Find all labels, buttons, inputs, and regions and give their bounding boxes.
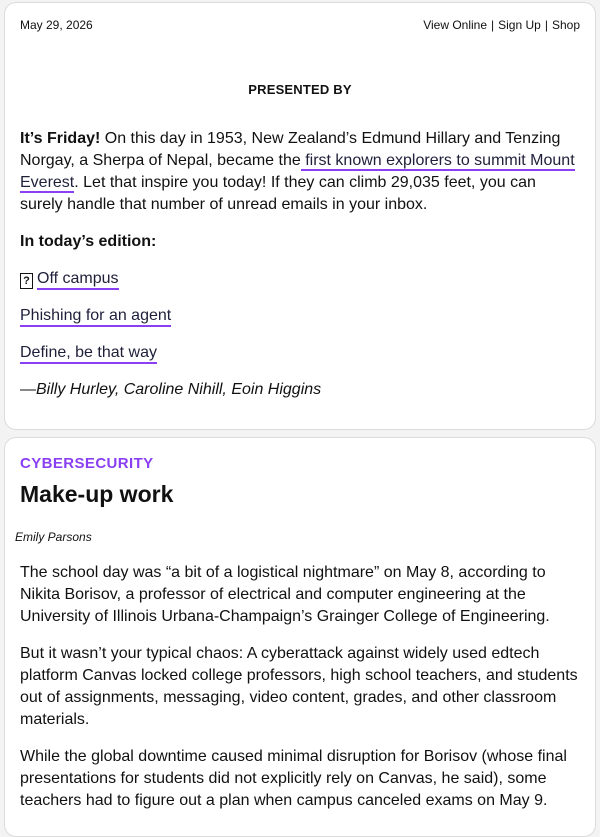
- link-separator: |: [544, 18, 548, 32]
- issue-date: May 29, 2026: [20, 18, 93, 32]
- question-mark-icon: ?: [20, 273, 33, 289]
- toc-item-off-campus: [20, 268, 119, 290]
- intro-text-end: . Let that inspire you today! If they can climb 29,035 feet, you can surely handle that number of unread emails in your inbox.: [20, 174, 536, 213]
- authors-line: —Billy Hurley, Caroline Nihill, Eoin Higgins: [20, 381, 322, 398]
- article-card: [4, 437, 596, 837]
- toc-link-phishing[interactable]: Phishing for an agent: [20, 307, 171, 327]
- article-headline: Make-up work: [20, 481, 174, 507]
- top-bar: [20, 18, 580, 32]
- intro-card: [4, 2, 596, 430]
- shop-link[interactable]: Shop: [551, 18, 580, 32]
- toc-item-phishing: [20, 305, 171, 327]
- article-paragraph: But it wasn’t your typical chaos: A cyberattack against widely used edtech platform Canvas locked college professors, high school teachers, and students out of assignments, messaging, video content, grades, and other classroom materials.: [20, 645, 578, 728]
- header-links: [423, 18, 580, 32]
- edition-title: In today’s edition:: [20, 233, 157, 250]
- toc-link-off-campus[interactable]: Off campus: [37, 270, 119, 290]
- toc-item-define: [20, 342, 157, 364]
- sign-up-link[interactable]: Sign Up: [498, 18, 541, 32]
- article-paragraph: The school day was “a bit of a logistical nightmare” on May 8, according to Nikita Borisov, a professor of electrical and computer engineering at the University of Illinois Urbana-Champaign’s Grainger College of Engineering.: [20, 564, 550, 625]
- section-label: CYBERSECURITY: [20, 455, 154, 472]
- intro-paragraph: [20, 128, 580, 216]
- article-paragraph: While the global downtime caused minimal disruption for Borisov (whose final presentations for students did not explicitly rely on Canvas, he said), some teachers had to figure out a plan when campus canceled exams on May 9.: [20, 748, 567, 809]
- view-online-link[interactable]: View Online: [423, 18, 488, 32]
- intro-text: On this day in 1953, New Zealand’s Edmund Hillary and Tenzing Norgay, a Sherpa of Nepal, became the: [20, 130, 561, 169]
- presented-by-label: PRESENTED BY: [248, 82, 352, 97]
- toc-link-define[interactable]: Define, be that way: [20, 344, 157, 364]
- link-separator: |: [491, 18, 495, 32]
- article-byline: Emily Parsons: [15, 530, 92, 544]
- intro-lead: It’s Friday!: [20, 130, 101, 147]
- everest-link[interactable]: first known explorers to summit Mount Everest: [20, 152, 575, 191]
